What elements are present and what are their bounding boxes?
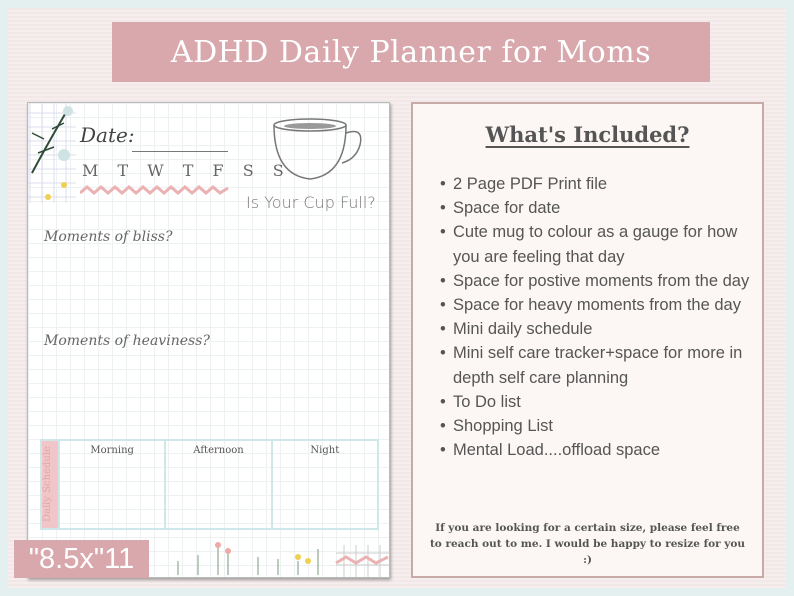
zigzag-divider	[80, 185, 230, 195]
daily-schedule	[40, 439, 379, 530]
list-item: • Mental Load....offload space	[441, 438, 759, 462]
whats-included-panel	[411, 102, 764, 578]
title-banner: ADHD Daily Planner for Moms	[112, 22, 710, 82]
weekday-letters: M T W T F S S	[82, 161, 291, 180]
schedule-column: Morning	[58, 441, 164, 528]
schedule-label: Daily Schedule	[42, 441, 58, 528]
list-item: • To Do list	[441, 390, 759, 414]
list-item: • Cute mug to colour as a gauge for how you are feeling that day	[441, 220, 759, 268]
bliss-prompt: Moments of bliss?	[44, 229, 173, 245]
list-item: • Shopping List	[441, 414, 759, 438]
planner-preview	[27, 102, 390, 578]
included-title: What's Included?	[485, 122, 690, 147]
date-line	[132, 151, 228, 152]
list-item: • Space for date	[441, 196, 759, 220]
cup-question: Is Your Cup Full?	[246, 193, 376, 212]
heaviness-prompt: Moments of heaviness?	[44, 333, 210, 349]
list-item: • 2 Page PDF Print file	[441, 172, 759, 196]
schedule-column: Night	[271, 441, 377, 528]
included-list	[441, 172, 759, 462]
list-item: • Mini daily schedule	[441, 317, 759, 341]
resize-note: If you are looking for a certain size, please feel free to reach out to me. I would be happy to resize for you :)	[429, 522, 746, 566]
date-label: Date:	[80, 123, 135, 147]
list-item: • Space for heavy moments from the day	[441, 293, 759, 317]
list-item: • Space for postive moments from the day	[441, 269, 759, 293]
list-item: • Mini self care tracker+space for more in depth self care planning	[441, 341, 759, 389]
floral-border-icon	[168, 535, 390, 577]
mug-icon	[270, 115, 366, 189]
size-badge: "8.5x"11	[14, 540, 149, 578]
schedule-column: Afternoon	[164, 441, 270, 528]
floral-corner-icon	[28, 103, 76, 207]
